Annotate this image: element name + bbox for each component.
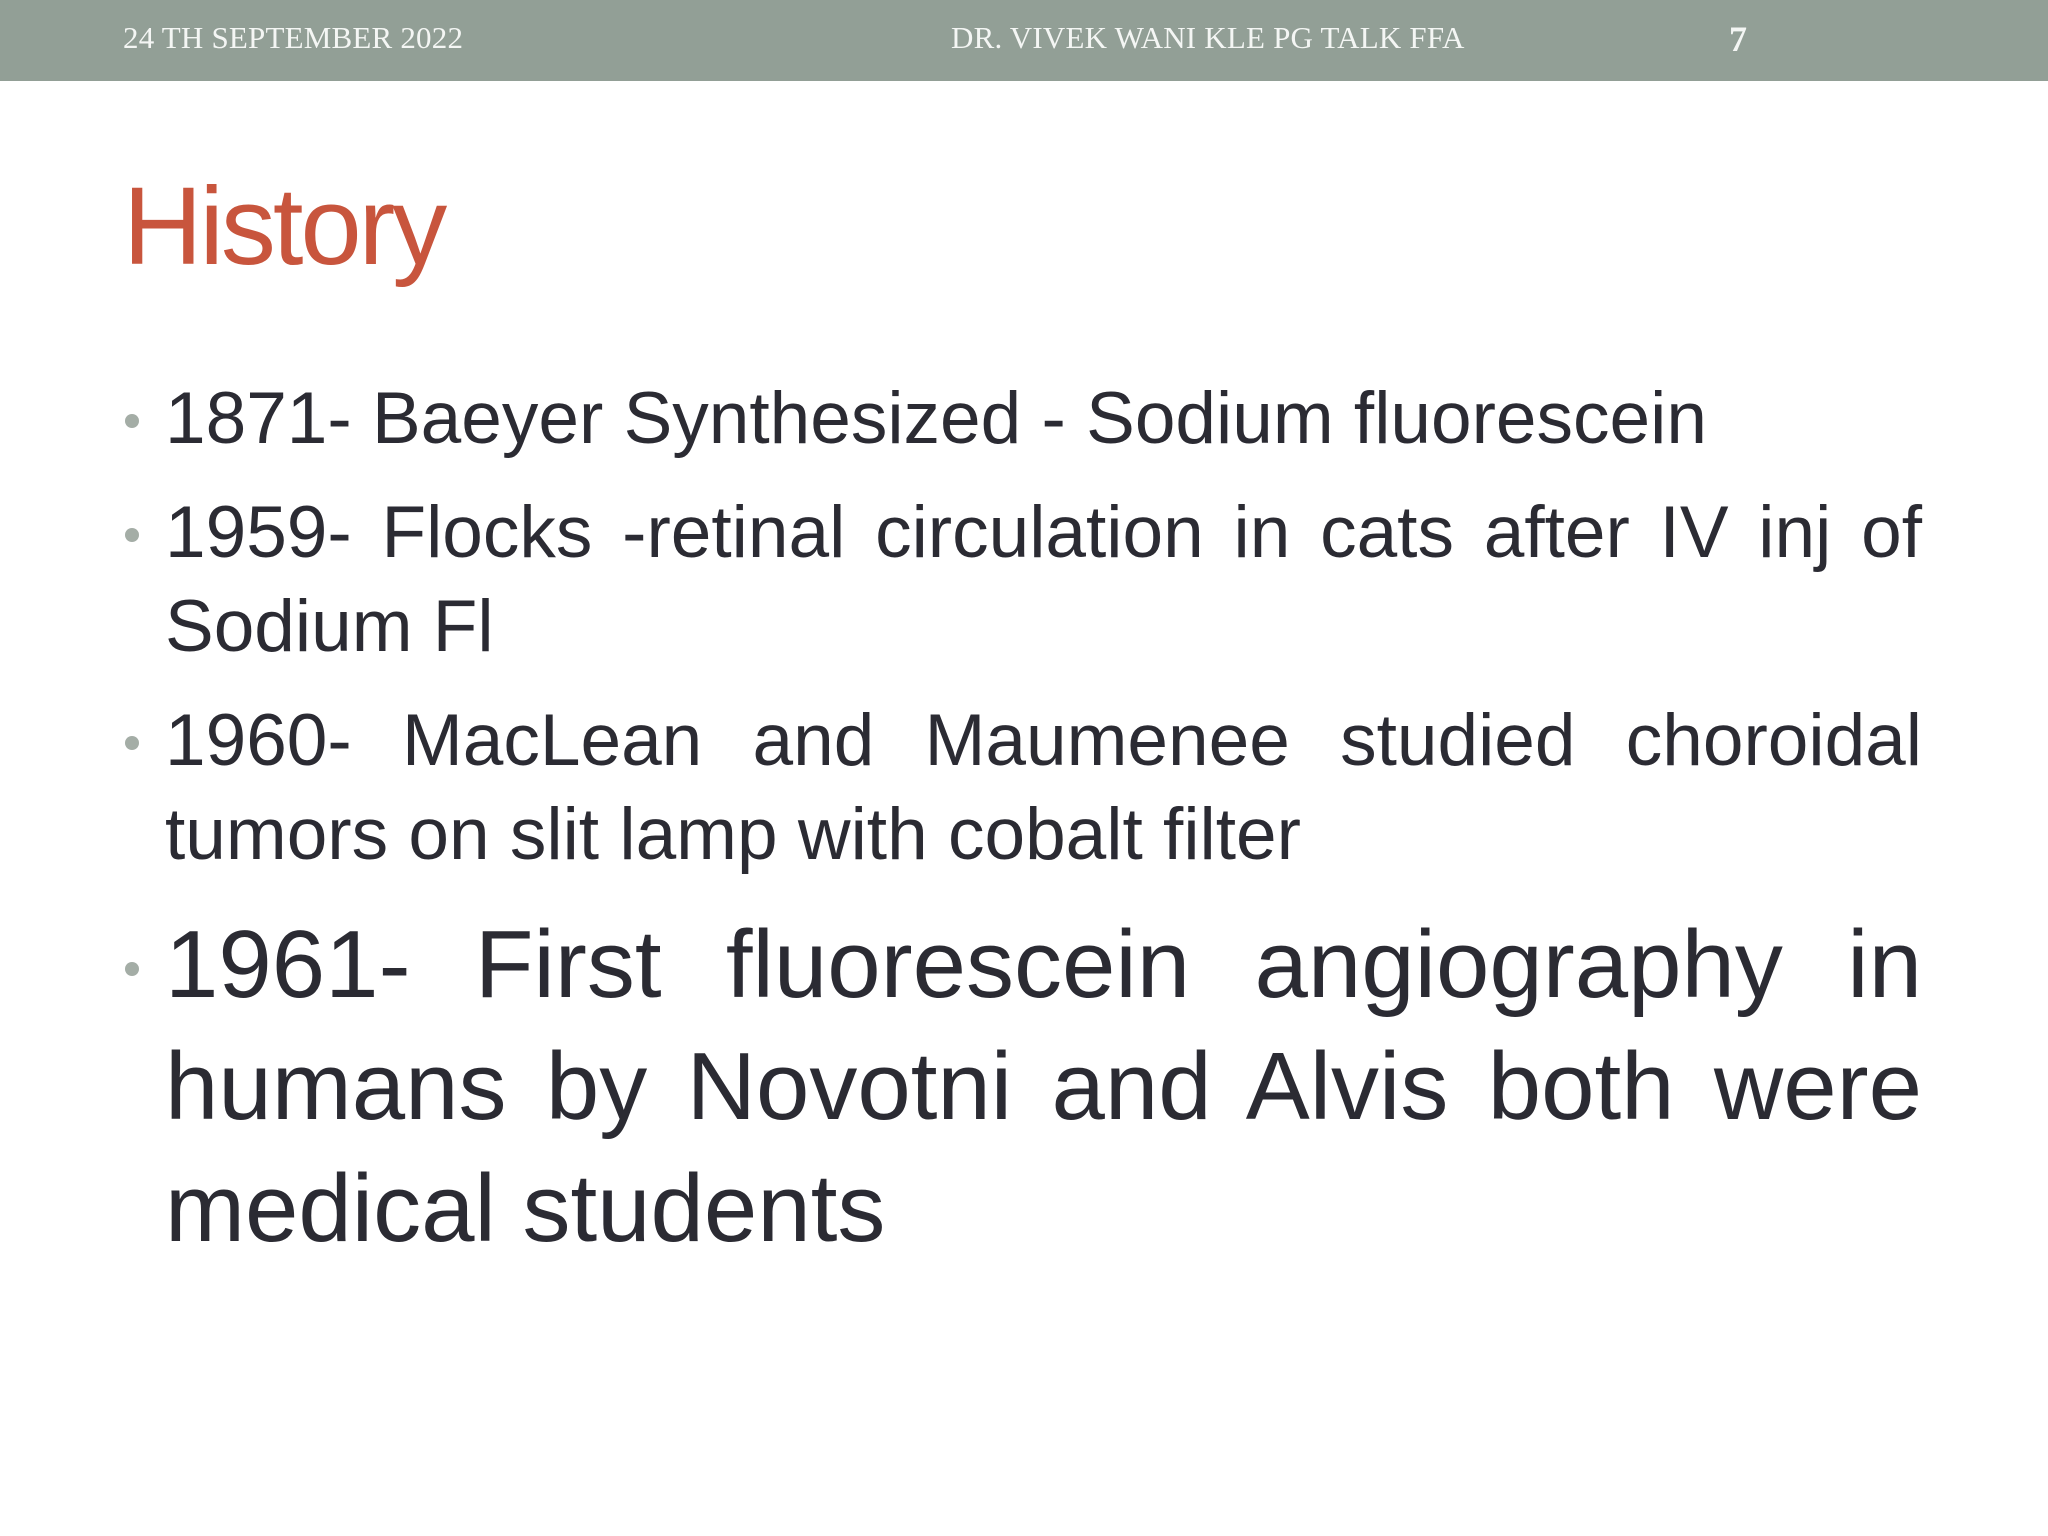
bullet-list [122,372,1922,1270]
bullet-item [122,694,1922,882]
bullet-text: 1960- MacLean and Maumenee studied choroidal tumors on slit lamp with cobalt filter [165,700,1922,875]
header-date: 24 TH SEPTEMBER 2022 [123,20,464,55]
bullet-dot-icon [125,414,139,428]
bullet-item [122,486,1922,674]
bullet-item [122,372,1922,466]
bullet-text: 1961- First fluorescein angiography in humans by Novotni and Alvis both were medical students [165,911,1922,1262]
bullet-dot-icon [125,962,139,976]
bullet-dot-icon [125,528,139,542]
bullet-item-highlight [122,904,1922,1270]
slide-title: History [123,165,445,288]
bullet-dot-icon [125,736,139,750]
slide-page-number: 7 [1729,19,1747,59]
bullet-text: 1871- Baeyer Synthesized - Sodium fluorescein [165,378,1707,459]
slide-header-bar [0,0,2048,81]
header-presentation-title: DR. VIVEK WANI KLE PG TALK FFA [951,20,1465,55]
bullet-text: 1959- Flocks -retinal circulation in cats after IV inj of Sodium Fl [165,492,1922,667]
